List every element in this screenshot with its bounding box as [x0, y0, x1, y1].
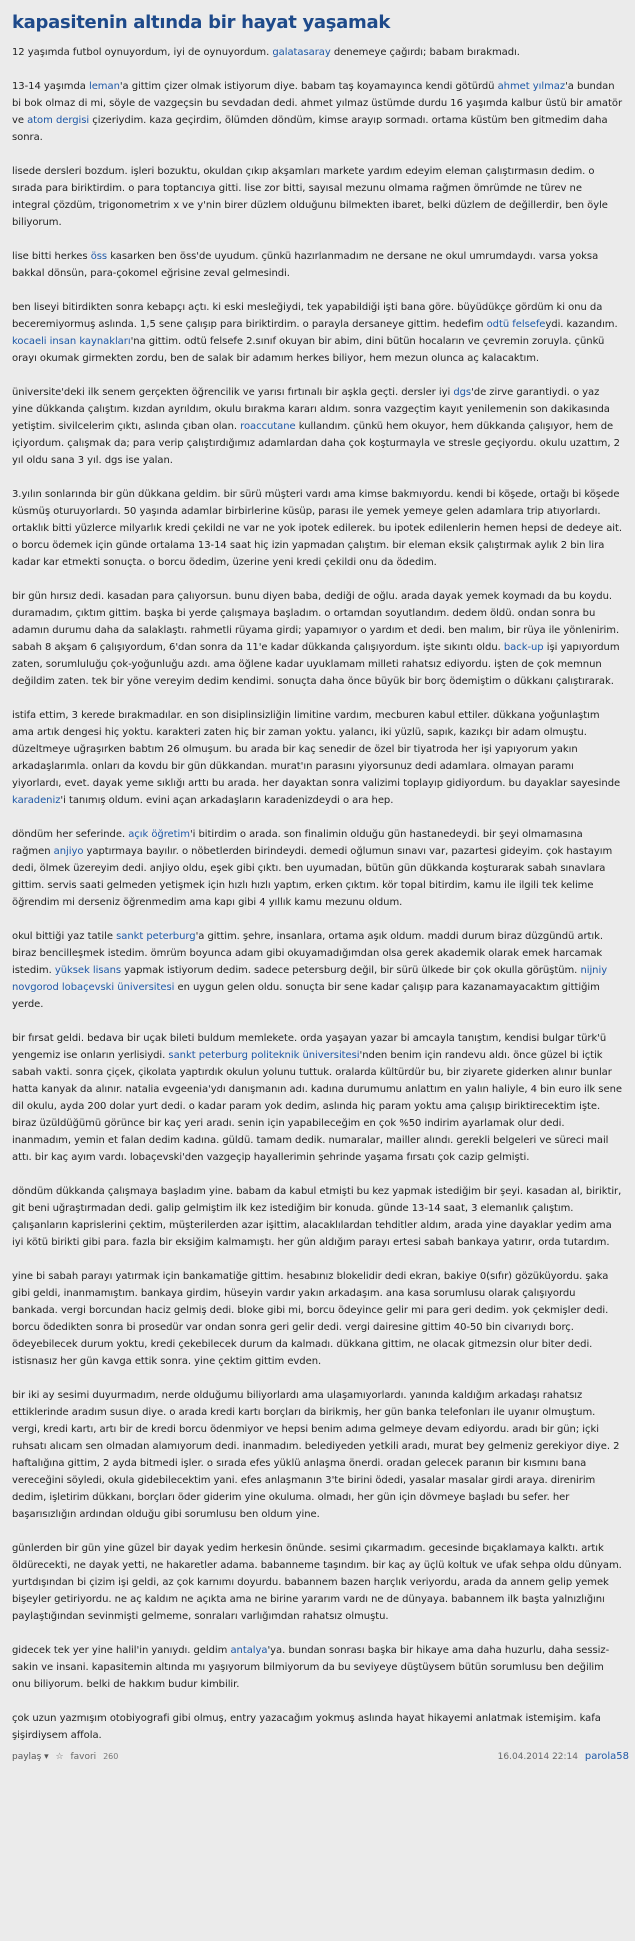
entry-text: çizeriydim. kaza geçirdim, ölümden döndüm, kimse arayıp sormadı. ortama küstüm ben gitmedim daha sonra.	[12, 115, 608, 143]
entry-paragraph	[12, 486, 623, 571]
entry-text: bir iki ay sesimi duyurmadım, nerde olduğumu biliyorlardı ama ulaşamıyorlardı. yanında kaldığım arkadaşı rahatsız ettiklerinde aradım susun diye. o arada kredi kartı borçları da birikmiş, her gün banka telefonları ile uyanır olmuştum. vergi, kredi kartı, artı bir de kredi borcu ödenmiyor ve hepsi benim adıma gelmeye devam ediyordu. aradı bir gün; içki ruhsatı alıcam sen olmadan alamıyorum dedi. inanmadım. belediyeden yetkili aradı, murat bey gelmeniz gerekiyor diye. 2 haftalığına gittim, 2 ayda bitmedi işler. o sırada efes yüklü anlaşma önerdi. oradan gelecek paranın bir kısmını bana vereceğini söyledi, okula gidebilecektim yani. efes anlaşmanın 3'te birini ödedi, yasalar masalar girdi araya. direnirim dedim, işletirim dükkanı, borçları öder giderim yine okuluma. olmadı, her gün için dövmeye başladı bu sefer. her başarısızlığın ardından olduğu gibi sorumlusu ben oldum yine.	[12, 1390, 620, 1520]
favorite-count[interactable]: 260	[103, 1752, 119, 1761]
entry-paragraph	[12, 1540, 623, 1625]
entry-paragraph	[12, 78, 623, 146]
bkz-link[interactable]: yüksek lisans	[54, 965, 122, 976]
bkz-link[interactable]: sankt peterburg politeknik üniversitesi	[168, 1050, 360, 1061]
author-link[interactable]: parola58	[584, 1751, 629, 1762]
entry-paragraph	[12, 1183, 623, 1251]
bkz-link[interactable]: atom dergisi	[27, 115, 90, 126]
entry-paragraph	[12, 707, 623, 809]
entry-paragraph	[12, 163, 623, 231]
entry-text: üniversite'deki ilk senem gerçekten öğrencilik ve yarısı fırtınalı bir aşkla geçti. dersler iyi	[12, 387, 454, 398]
entry-text: 13-14 yaşımda	[12, 81, 89, 92]
entry-text: 'ya. bundan sonrası başka bir hikaye ama daha huzurlu, daha sessiz-sakin ve insani. kapasitemin altında mı yaşıyorum bilmiyorum da bu seviyeye düştüysem bütün sorumlusu ben değilim onu biliyorum. belki de hakkım budur kimbilir.	[12, 1645, 610, 1690]
entry-paragraph	[12, 384, 623, 469]
entry-text: gidecek tek yer yine halil'in yanıydı. geldim	[12, 1645, 231, 1656]
entry-text: 12 yaşımda futbol oynuyordum, iyi de oynuyordum.	[12, 47, 273, 58]
entry-paragraph	[12, 588, 623, 690]
entry-paragraph	[12, 1710, 623, 1744]
entry-text: bir gün hırsız dedi. kasadan para çalıyorsun. bunu diyen baba, dediği de oğlu. arada dayak yemek koymadı da bu koydu. duramadım, çıktım gittim. başka bi yerde çalışmaya başladım. o ortamdan soyutlandım. dedem öldü. ondan sonra bu adamın durumu daha da salaklaştı. rahmetli rüyama girdi; yapamıyor o yardım et dedi. ben malım, bir rüya ile yönlenirim. sabah 8 akşam 6 çalışıyordum, 6'dan sonra da 11'e kadar dükkanda çalışıyordum. işte sıkıntı oldu.	[12, 591, 620, 653]
entry-text: yaptırmaya bayılır. o nöbetlerden birindeydi. demedi oğlumun sınavı var, pazartesi gideyim. çok hastayım dedi, ölmek üzereyim dedi. anjiyo oldu, eşek gibi çıktı. ben uyumadan, bütün gün dükkanda koşturarak sabah sınavlara gittim. servis saati gelmeden yetişmek için hızlı hızlı yaptım, erken çıktım. kör topal bitirdim, kamu ile ilgili tek kelime öğrendim mi derseniz öğrenmedim ama kapı gibi 4 yıllık kamu mezunu oldum.	[12, 846, 613, 908]
bkz-link[interactable]: galatasaray	[272, 47, 331, 58]
entry-text: günlerden bir gün yine güzel bir dayak yedim herkesin önünde. sesimi çıkarmadım. gecesinde bıçaklamaya kalktı. artık öldürecekti, ne dayak yetti, ne hakaretler adama. babanneme taşındım. bir kaç ay üçlü koltuk ve ufak sehpa oldu dünyam. yurtdışından bi çizim işi geldi, az çok karnımı doyurdu. babannem bazen harçlık veriyordu, arada da annem gelip yemek bişeyler getiriyordu. ne aç kaldım ne açıkta ama ne birine yararım vardı ne de dünyaya. babannem ilk başta yalnızlığını paylaştığından sevinmişti gelmeme, sonraları varlığımdan rahatsız olmuştu.	[12, 1543, 622, 1622]
favorite-button[interactable]	[56, 1752, 123, 1762]
entry-text: 'nden benim için randevu aldı. önce güzel bi içtik sabah vakti. sonra çiçek, çikolata yaptırdık okulun yolunu tuttuk. oralarda kültürdür bu, bir ziyarete giderken alınır bunlar hatta kanyak da alınır. natalia evgeenia'ydı danışmanın adı. kadına durumumu anlattım en yalın haliyle, 4 bin euro ilk sene dil okulu, ayda 200 dolar yurt dedi. o kadar param yok dedim, aslında hiç param yoktu ama çalışıp biriktirecektim işte. biraz üzüldüğümü görünce bir kaç yeri aradı. senin için yapabileceğim en çok %50 indirim ayarlamak olur dedi. inanmadım, yemin et falan dedim kadına. güldü. tamam dedik. numaralar, mailler alındı. gerekli belgeleri ve süreci mail attı. bir kaç ayım vardı. lobaçevski'den vazgeçip hayallerimin şehrinde yaşama fırsatı çok cazip gelmişti.	[12, 1050, 622, 1163]
bkz-link[interactable]: sankt peterburg	[116, 931, 196, 942]
entry-text: denemeye çağırdı; babam bırakmadı.	[330, 47, 520, 58]
entry-text: lisede dersleri bozdum. işleri bozuktu, okuldan çıkıp akşamları markete yardım edeyim eleman çalıştırmasın dedim. o sırada para biriktirdim. o para toptancıya gitti. lise zor bitti, sayısal mezunu olmama rağmen ömrümde ne türev ne integral çözdüm, trigonometrim x ve y'nin birer düzlem olduğunu bilmekten ibaret, belki düzlem de değillerdir, ben öyle biliyorum.	[12, 166, 608, 228]
topic-title[interactable]: kapasitenin altında bir hayat yaşamak	[12, 12, 390, 33]
entry-text: kullandım. çünkü hem okuyor, hem dükkanda çalışıyor, hem de içiyordum. çalışmak da; para verip çalıştırdığımız adamlardan daha çok koşturmayla ve stresle geçiyordu. okulu uzattım, 2 yıl oldu sana 3 yıl. dgs ise yalan.	[12, 421, 620, 466]
entry-text: kasarken ben öss'de uyudum. çünkü hazırlanmadım ne dersane ne okul umrumdaydı. varsa yoksa bakkal dönsün, para-çokomel eğrisine zeval gelmesindi.	[12, 251, 599, 279]
entry-text: 'a bundan bi bok olmaz di mi, söyle de vazgeçsin bu sevdadan dedi. ahmet yılmaz üstümde durdu 16 yaşımda kalbur üstü bir amatör ve	[12, 81, 623, 126]
entry-paragraph	[12, 928, 623, 1013]
entry-text: işi yapıyordum zaten, sorumluluğu çok-yoğunluğu azdı. ama öğlene kadar uyuklamam milleti rahatsız ediyordu. işten de çok memnun değildim zaten. tek bir yöne vereyim dedim kendimi. sonuçta daha önce büyük bir borç ödemiştim o dükkanı çalıştırarak.	[12, 642, 620, 687]
entry-text: en uygun gelen oldu. sonuçta bir sene kadar çalışıp para kazanamayacaktım gittiğim yerde.	[12, 982, 600, 1010]
entry-text: 'i bitirdim o arada. son finalimin olduğu gün hastanedeydi. bir şeyi olmamasına rağmen	[12, 829, 583, 857]
entry-paragraph	[12, 1387, 623, 1523]
bkz-link[interactable]: açık öğretim	[128, 829, 190, 840]
entry-text: 'de zirve garantiydi. o yaz yine dükkanda çalıştım. kızdan ayrıldım, okulu bırakma kararı aldım. sonra vazgeçtim kayıt yenilemenin son dakikasında yetiştim. sivilcelerim çıktı, aslında çıban olan.	[12, 387, 610, 432]
bkz-link[interactable]: back-up	[503, 642, 544, 653]
bkz-link[interactable]: karadeniz	[12, 795, 61, 806]
entry-text: 'na gittim. odtü felsefe 2.sınıf okuyan bir abim, dini bütün hocaların ve çevremin zoruyla. çünkü orayı okumak girmekten zordu, ben de salak bir adamım herkes biliyor, hem mezun olunca aç kalacaktım.	[12, 336, 605, 364]
entry-paragraph	[12, 44, 623, 61]
star-icon: ☆	[55, 1752, 64, 1762]
entry-date[interactable]: 16.04.2014 22:14	[497, 1752, 578, 1762]
entry-content	[12, 44, 625, 1744]
entry-paragraph	[12, 826, 623, 911]
bkz-link[interactable]: öss	[90, 251, 108, 262]
favorite-label: favori	[70, 1752, 97, 1762]
bkz-link[interactable]: nijniy novgorod lobaçevski üniversitesi	[12, 965, 608, 993]
entry-footer	[10, 1750, 629, 1764]
bkz-link[interactable]: anjiyo	[53, 846, 84, 857]
entry-paragraph	[12, 299, 623, 367]
entry-text: yine bi sabah parayı yatırmak için bankamatiğe gittim. hesabınız blokelidir dedi ekran, bakiye 0(sıfır) gözüküyordu. şaka gibi geldi, inanmamıştım. bankaya girdim, hüseyin vardır yakın arkadaşım. ana kasa sorumlusu olarak çalışıyordu bankada. vergi borcundan haciz gelmiş dedi. bloke gibi mi, borcu ödeyince gelir mi para geri dedim. yok çekmişler dedi. borcu ödedikten sonra bi prosedür var ondan sonra geri gelir dedi. vergi dairesine gittim 40-50 bin civarıydı borç. ödeyebilecek durum yoktu, kredi çekebilecek durum da kalmadı. dükkana gittim, ne olacak gitmezsin olur biter dedi. istisnasız her gün kavga ettik sonra. yine çektim gittim evden.	[12, 1271, 609, 1367]
entry-paragraph	[12, 1268, 623, 1370]
entry-text: okul bittiği yaz tatile	[12, 931, 117, 942]
bkz-link[interactable]: dgs	[453, 387, 472, 398]
entry-paragraph	[12, 1642, 623, 1693]
entry-text: döndüm dükkanda çalışmaya başladım yine. babam da kabul etmişti bu kez yapmak istediğim bir şeyi. kasadan al, biriktir, git beni uğraştırmadan dedi. galip gelmiştim ilk kez istediğim bir konuda. günde 13-14 saat, 3 elemanlık çalıştım. çalışanların kaprislerini çektim, müşterilerden azar işittim, alacaklılardan tehditler aldım, arada yine dayaklar yedim ama iyi kötü birikti gibi para. fazla bir eksiğim kalmamıştı. her gün aldığım parayı ertesi sabah bankaya yatırır, orda tutardım.	[12, 1186, 622, 1248]
entry-text: istifa ettim, 3 kerede bırakmadılar. en son disiplinsizliğin limitine vardım, mecburen kabul ettiler. dükkana yoğunlaştım ama artık dengesi hiç yoktu. karakteri zaten hiç bir zaman yoktu. yalancı, iki yüzlü, sapık, kazıkçı bir adam olmuştu. düzeltmeye uğraşırken babtım 26 olmuşum. bu arada bir kaç senedir de özel bir tiyatroda her işi yapıyorum yakın arkadaşlarımla. onları da kovdu bir gün dükkandan. murat'ın parasını yiyorsunuz dedi adamlara. olmayan paramı yiyorlardı, evet. dayak yeme sıklığı arttı bu arada. her dayaktan sonra valizimi toplayıp gidiyordum. bu dayaklar sayesinde	[12, 710, 621, 789]
entry-text: yapmak istiyorum dedim. sadece petersburg değil, bir sürü ülkede bir çok okulla görüştüm.	[121, 965, 581, 976]
bkz-link[interactable]: odtü felsefe	[486, 319, 546, 330]
entry-text: döndüm her seferinde.	[12, 829, 129, 840]
entry-text: 'i tanımış oldum. evini açan arkadaşların karadenizdeydi o ara hep.	[60, 795, 394, 806]
bkz-link[interactable]: leman	[88, 81, 120, 92]
entry-paragraph	[12, 1030, 623, 1166]
entry-paragraph	[12, 248, 623, 282]
share-button[interactable]: paylaş ▾	[12, 1752, 49, 1762]
entry-text: lise bitti herkes	[12, 251, 91, 262]
bkz-link[interactable]: ahmet yılmaz	[497, 81, 566, 92]
entry-text: 3.yılın sonlarında bir gün dükkana geldim. bir sürü müşteri vardı ama kimse bakmıyordu. kendi bi köşede, ortağı bi köşede küsmüş oturuyorlardı. 50 yaşında adamlar birbirlerine küsüp, parası ile yemek yemeye gelen adamlara trip atıyorlardı. ortaklık bitti yüzlerce milyarlık kredi çekildi ne var ne yok ipotek edilerek. bu ipotek edilenlerin hemen hepsi de dedeye ait. o borcu ödemek için günde ortalama 13-14 saat hiç izin yapmadan çalıştım. bir eleman eksik çalıştırmak aylık 2 bin lira kadar kar etmekti sonuçta. o borcu ödedim, üzerine yeni kredi çekildi onu da ödedim.	[12, 489, 622, 568]
bkz-link[interactable]: roaccutane	[240, 421, 296, 432]
entry-text: ben liseyi bitirdikten sonra kebapçı açtı. ki eski mesleğiydi, tek yapabildiği işti bana göre. büyüdükçe gördüm ki onu da beceremiyormuş aslında. 1,5 sene çalışıp para biriktirdim. o parayla dersaneye gittim. hedefim	[12, 302, 603, 330]
entry-text: 'a gittim. şehre, insanlara, ortama aşık oldum. maddi durum biraz düzgündü artık. biraz bencilleşmek istedim. ömrüm boyunca adam gibi okuyamadığımdan olsa gerek akademik olarak emek harcamak istedim.	[12, 931, 604, 976]
entry-text: 'a gittim çizer olmak istiyorum diye. babam taş koyamayınca kendi götürdü	[119, 81, 498, 92]
bkz-link[interactable]: antalya	[230, 1645, 268, 1656]
entry-text: ydi. kazandım.	[545, 319, 618, 330]
entry-text: bir fırsat geldi. bedava bir uçak bileti buldum memlekete. orda yaşayan yazar bi amcayla tanıştım, kendisi bulgar türk'ü yengemiz ise onların yerlisiydi.	[12, 1033, 607, 1061]
bkz-link[interactable]: kocaeli insan kaynakları	[12, 336, 131, 347]
entry-text: çok uzun yazmışım otobiyografi gibi olmuş, entry yazacağım yokmuş aslında hayat hikayemi anlatmak istemişim. kafa şişirdiysem affola.	[12, 1713, 601, 1741]
